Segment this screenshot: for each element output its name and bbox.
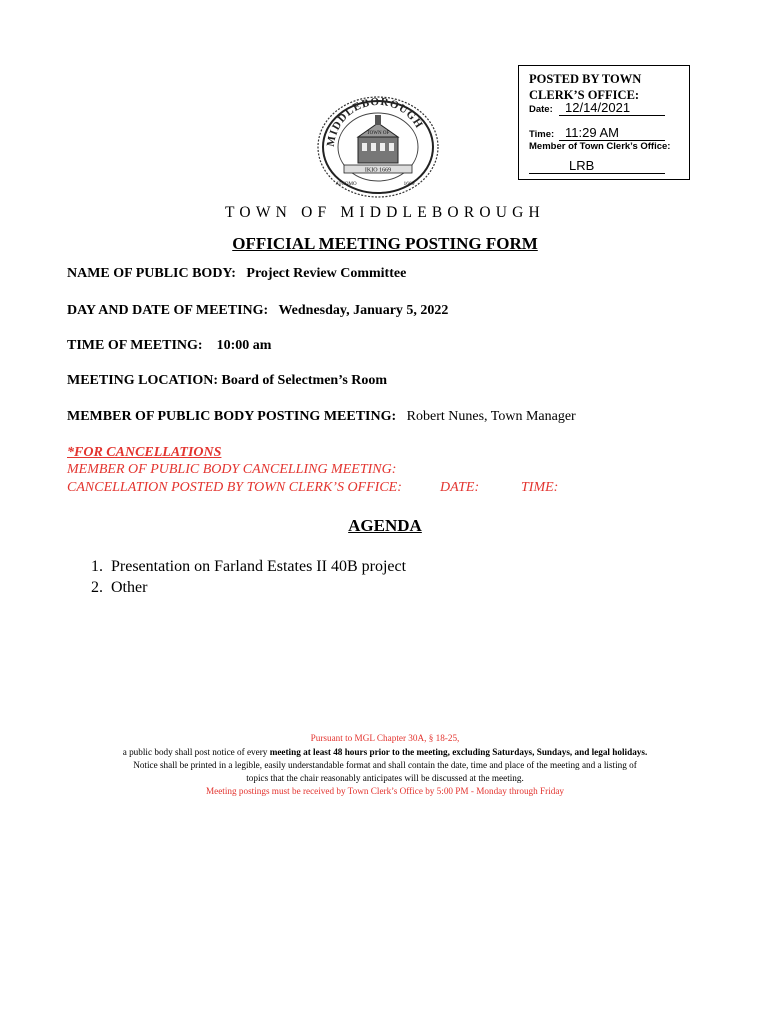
posted-time-label: Time: bbox=[529, 129, 555, 140]
public-body-field bbox=[67, 266, 406, 282]
cancellations-heading: *FOR CANCELLATIONS bbox=[67, 445, 222, 460]
agenda-item bbox=[91, 579, 147, 597]
meeting-date-label: DAY AND DATE OF MEETING: bbox=[67, 303, 269, 318]
meeting-time-label: TIME OF MEETING: bbox=[67, 338, 203, 353]
posted-stamp-box bbox=[518, 65, 690, 180]
posted-time-value: 11:29 AM bbox=[559, 126, 665, 141]
cancellation-posted-line: CANCELLATION POSTED BY TOWN CLERK’S OFFICE: bbox=[67, 480, 402, 495]
cancelling-member-line: MEMBER OF PUBLIC BODY CANCELLING MEETING: bbox=[67, 462, 397, 477]
town-name-heading: TOWN OF MIDDLEBOROUGH bbox=[225, 204, 545, 221]
agenda-item-number: 1. bbox=[91, 558, 103, 575]
meeting-location-value: Board of Selectmen’s Room bbox=[221, 373, 388, 388]
posted-date-value: 12/14/2021 bbox=[559, 101, 665, 116]
svg-text:MIDDLEBOROUGH: MIDDLEBOROUGH bbox=[324, 95, 426, 148]
meeting-time-value: 10:00 am bbox=[216, 338, 272, 353]
footer-format-line: Notice shall be printed in a legible, easily understandable format and shall contain the date, time and place of the meeting and a listing of bbox=[133, 760, 637, 770]
svg-text:IKIO 1669: IKIO 1669 bbox=[364, 167, 392, 174]
posted-member-label: Member of Town Clerk’s Office: bbox=[529, 141, 671, 152]
meeting-location-label: MEETING LOCATION: bbox=[67, 373, 219, 388]
svg-text:1669: 1669 bbox=[403, 181, 415, 187]
posting-member-label: MEMBER OF PUBLIC BODY POSTING MEETING: bbox=[67, 409, 397, 424]
footer-notice-line bbox=[0, 747, 770, 757]
footer-statute-line: Pursuant to MGL Chapter 30A, § 18-25, bbox=[310, 733, 460, 743]
town-seal-logo bbox=[314, 93, 442, 201]
meeting-date-value: Wednesday, January 5, 2022 bbox=[278, 303, 449, 318]
posting-member-value: Robert Nunes, Town Manager bbox=[406, 409, 576, 424]
public-body-value: Project Review Committee bbox=[246, 266, 407, 281]
posted-member-value: LRB bbox=[529, 159, 665, 174]
form-title: OFFICIAL MEETING POSTING FORM bbox=[232, 234, 538, 253]
footer-notice-bold: meeting at least 48 hours prior to the meeting, excluding Saturdays, Sundays, and legal holidays. bbox=[269, 747, 648, 757]
svg-text:TOWN OF: TOWN OF bbox=[366, 131, 390, 136]
agenda-title: AGENDA bbox=[348, 516, 422, 535]
footer-topics-line: topics that the chair reasonably anticipates will be discussed at the meeting. bbox=[246, 773, 524, 783]
svg-text:ATCOMO: ATCOMO bbox=[335, 182, 357, 187]
cancellation-time-label: TIME: bbox=[521, 480, 559, 495]
footer-deadline-line: Meeting postings must be received by Town Clerk’s Office by 5:00 PM - Monday through Friday bbox=[205, 786, 565, 796]
public-body-label: NAME OF PUBLIC BODY: bbox=[67, 266, 236, 281]
agenda-item-number: 2. bbox=[91, 579, 103, 596]
agenda-item-text: Presentation on Farland Estates II 40B project bbox=[111, 558, 407, 575]
meeting-time-field bbox=[67, 338, 271, 354]
footer-notice-text: a public body shall post notice of every bbox=[122, 747, 270, 757]
posted-heading: POSTED BY TOWN CLERK’S OFFICE: bbox=[529, 72, 642, 102]
meeting-date-field bbox=[67, 303, 448, 319]
agenda-item bbox=[91, 558, 406, 576]
posted-date-label: Date: bbox=[529, 104, 553, 115]
posting-member-field bbox=[67, 409, 576, 425]
meeting-location-field bbox=[67, 373, 387, 389]
cancellation-date-label: DATE: bbox=[440, 480, 480, 495]
agenda-item-text: Other bbox=[111, 579, 148, 596]
